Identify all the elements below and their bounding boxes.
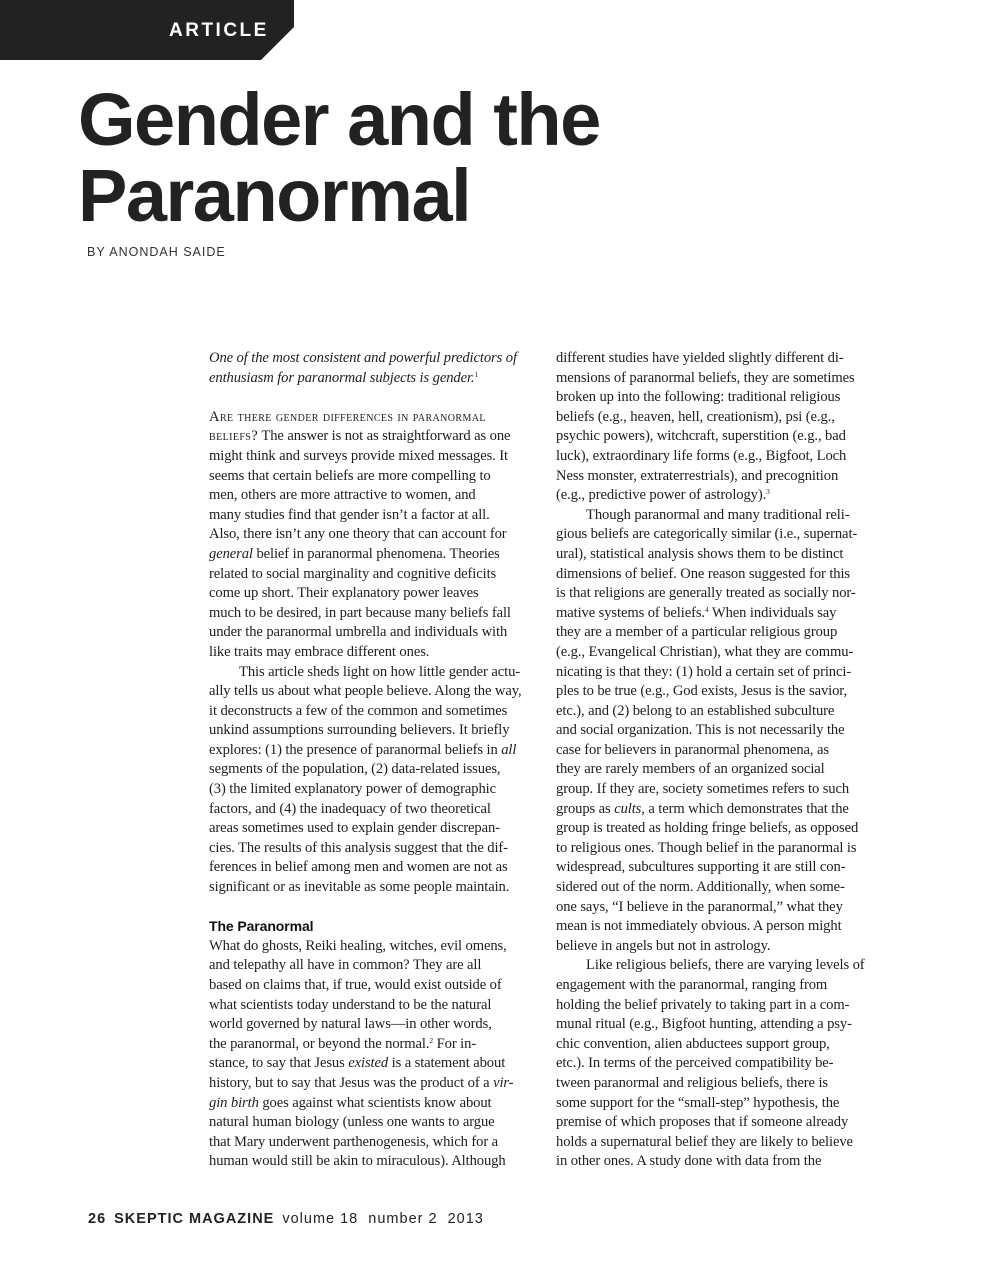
text-line: might think and surveys provide mixed messages. It [209,447,508,464]
text-run: (e.g., predictive power of astrology). [556,487,767,504]
text-run: The answer is not as straightforward as one [258,428,511,445]
text-line: psychic powers), witchcraft, superstition (e.g., bad [556,428,846,445]
text-line: group is treated as holding fringe beliefs, as opposed [556,820,859,837]
text-run: beliefs? [209,428,259,445]
text-line: believe in angels but not in astrology. [556,937,771,954]
paragraph [556,349,884,506]
text-line: Ness monster, extraterrestrials), and precognition [556,467,839,484]
text-line: seems that certain beliefs are more compelling to [209,467,491,484]
title-line: Paranormal [78,154,471,237]
text-run: history, but to say that Jesus was the product of a [209,1074,494,1091]
section-label: ARTICLE [169,20,269,41]
section-heading: The Paranormal [209,918,314,935]
text-line: (e.g., Evangelical Christian), what they are commu- [556,643,854,660]
text-line: ally tells us about what people believe. Along the way, [209,683,522,700]
text-line: dimensions of belief. One reason suggested for this [556,565,851,582]
text-line: Like religious beliefs, there are varying levels of [586,957,865,974]
text-line: human would still be akin to miraculous). Although [209,1153,506,1170]
text-line: world governed by natural laws—in other words, [209,1016,492,1033]
text-run: gin birth [209,1094,259,1111]
text-run: , a term which demonstrates that the [641,800,849,817]
text-line: unkind assumptions surrounding believers. It briefly [209,722,510,739]
text-line: much to be desired, in part because many beliefs fall [209,604,511,621]
text-line: premise of which proposes that if someone already [556,1114,849,1131]
text-line: broken up into the following: traditional religious [556,389,841,406]
text-line: etc.), and (2) belong to an established subculture [556,702,835,719]
text-line: nicating is that they: (1) hold a certain set of princi- [556,663,852,680]
footnote-ref: 1 [474,369,479,379]
page-number: 26 [88,1211,107,1227]
text-line: gious beliefs are categorically similar (i.e., supernat- [556,526,858,543]
magazine-name: SKEPTIC MAGAZINE [114,1211,275,1227]
text-line: related to social marginality and cognitive deficits [209,565,497,582]
text-line: What do ghosts, Reiki healing, witches, evil omens, [209,937,507,954]
text-line: (3) the limited explanatory power of demographic [209,781,496,798]
text-line: that Mary underwent parthenogenesis, which for a [209,1133,499,1150]
text-line: tween paranormal and religious beliefs, there is [556,1074,828,1091]
text-line: significant or as inevitable as some people maintain. [209,879,510,896]
lede-line: enthusiasm for paranormal subjects is gender. [209,369,475,386]
text-line: sidered out of the norm. Additionally, when some- [556,879,845,896]
text-line: come up short. Their explanatory power leaves [209,585,479,602]
text-line: men, others are more attractive to women, and [209,487,476,504]
title-line: Gender and the [78,78,600,161]
text-run: all [501,741,517,758]
text-line: ural), statistical analysis shows them to be distinct [556,545,844,562]
text-line: what scientists today understand to be the natural [209,996,492,1013]
text-line: they are rarely members of an organized social [556,761,825,778]
lede [209,349,536,388]
text-line: like traits may embrace different ones. [209,643,430,660]
text-line: munal ritual (e.g., Bigfoot hunting, attending a psy- [556,1016,852,1033]
text-line: etc.). In terms of the perceived compatibility be- [556,1055,834,1072]
text-run: is a statement about [388,1055,506,1072]
footnote-ref: 2 [429,1035,434,1045]
text-run: When individuals say [708,604,837,621]
text-line: one says, “I believe in the paranormal,” what they [556,898,843,915]
text-line: holds a supernatural belief they are likely to believe [556,1133,853,1150]
paragraph [209,408,536,663]
text-line: group. If they are, society sometimes refers to such [556,781,850,798]
text-line: Are there gender differences in paranormal [209,408,486,425]
text-line: holding the belief privately to taking part in a com- [556,996,850,1013]
text-line: based on claims that, if true, would exist outside of [209,977,502,993]
text-run: belief in paranormal phenomena. Theories [252,545,500,562]
text-line: to religious ones. Though belief in the paranormal is [556,839,857,856]
text-line: Though paranormal and many traditional reli- [586,506,850,523]
text-line: different studies have yielded slightly different di- [556,350,844,366]
text-line: ples to be true (e.g., God exists, Jesus is the savior, [556,683,848,700]
text-line: case for believers in paranormal phenomena, as [556,741,829,758]
text-line: under the paranormal umbrella and individuals with [209,624,508,641]
footnote-ref: 3 [766,487,770,497]
text-line: areas sometimes used to explain gender discrepan- [209,820,500,837]
text-run: groups as [556,800,615,817]
right-column [556,349,884,1172]
text-line: factors, and (4) the inadequacy of two theoretical [209,800,491,817]
text-line: some support for the “small-step” hypothesis, the [556,1094,840,1111]
left-column [209,349,536,1172]
text-line: This article sheds light on how little gender actu- [239,663,521,680]
text-line: it deconstructs a few of the common and sometimes [209,702,508,719]
text-line: engagement with the paranormal, ranging from [556,977,828,993]
text-line: mean is not immediately obvious. A person might [556,918,842,935]
text-run: vir- [493,1074,514,1091]
text-line: many studies find that gender isn’t a factor at all. [209,506,490,523]
text-line: cies. The results of this analysis suggest that the dif- [209,839,508,856]
lede-line: One of the most consistent and powerful predictors of [209,350,517,366]
text-line: and social organization. This is not necessarily the [556,722,845,739]
text-run: existed [348,1055,389,1072]
text-line: Also, there isn’t any one theory that can account for [209,526,507,543]
text-line: beliefs (e.g., heaven, hell, creationism), psi (e.g., [556,408,835,425]
text-run: explores: (1) the presence of paranormal beliefs in [209,741,502,758]
text-line: in other ones. A study done with data from the [556,1153,822,1170]
text-line: natural human biology (unless one wants to argue [209,1114,495,1131]
issue-info: volume 18 number 2 2013 [282,1211,484,1227]
paragraph [556,956,884,1172]
paragraph [556,506,884,957]
text-run: general [209,545,253,562]
text-run: the paranormal, or beyond the normal. [209,1035,430,1052]
text-line: segments of the population, (2) data-related issues, [209,761,501,778]
paragraph [209,663,536,898]
article-title [78,78,600,237]
text-line: they are a member of a particular religious group [556,624,838,641]
text-line: widespread, subcultures supporting it are still con- [556,859,846,876]
text-line: ferences in belief among men and women are not as [209,859,508,876]
text-run: For in- [433,1035,477,1052]
text-line: chic convention, alien abductees support group, [556,1035,830,1052]
text-run: mative systems of beliefs. [556,604,705,621]
text-line: luck), extraordinary life forms (e.g., Bigfoot, Loch [556,447,847,464]
text-line: and telepathy all have in common? They are all [209,957,482,974]
text-run: cults [614,800,642,817]
text-run: stance, to say that Jesus [209,1055,349,1072]
byline: BY ANONDAH SAIDE [87,245,226,259]
text-line: mensions of paranormal beliefs, they are sometimes [556,369,855,386]
paragraph [209,937,536,1172]
footnote-ref: 4 [704,604,709,614]
text-line: is that religions are generally treated as socially nor- [556,585,856,602]
page-footer [88,1211,484,1227]
text-run: goes against what scientists know about [258,1094,492,1111]
